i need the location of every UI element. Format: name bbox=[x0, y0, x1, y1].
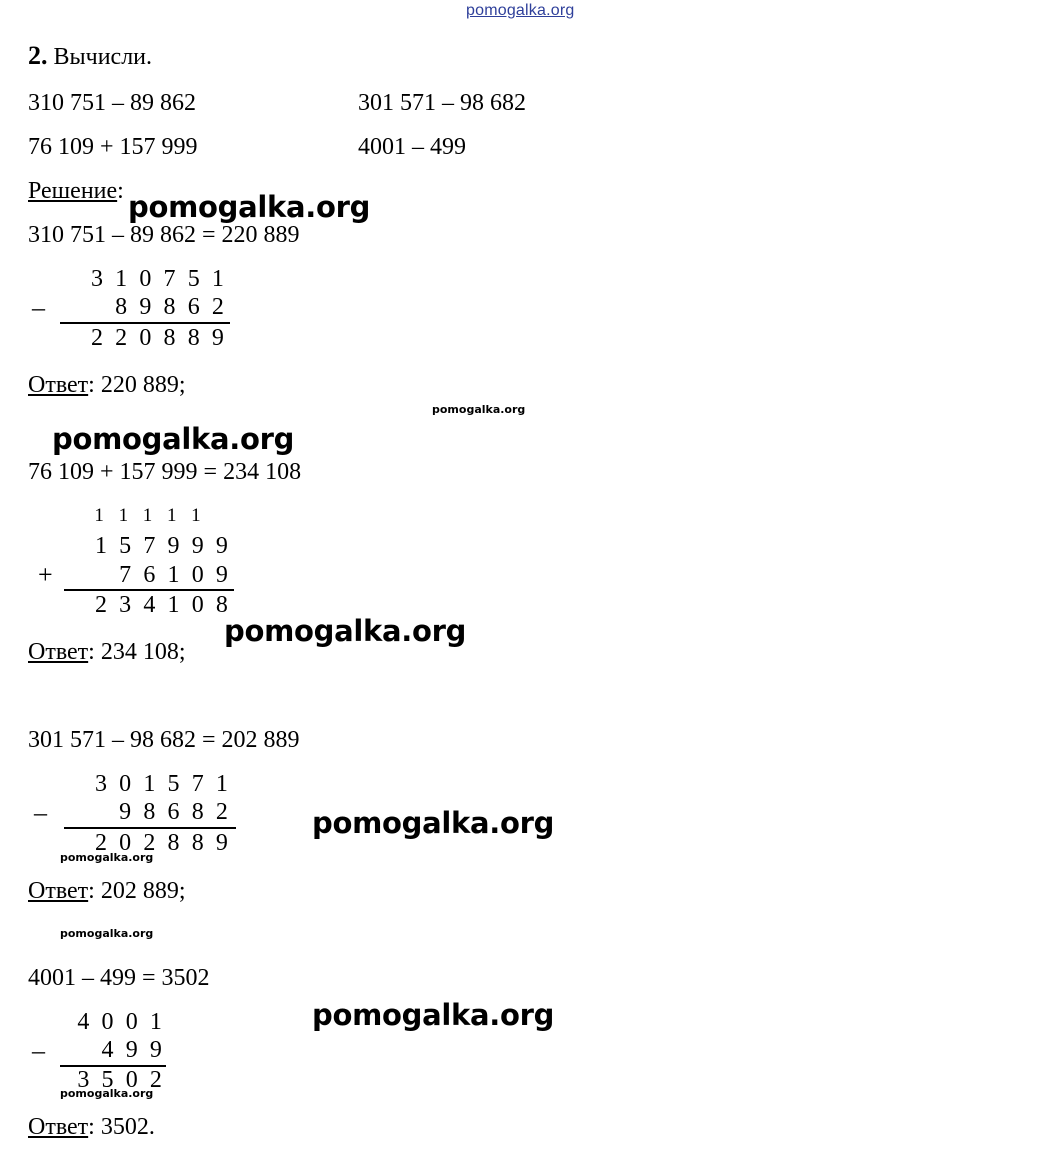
digit: 9 bbox=[215, 533, 228, 559]
digit: 0 bbox=[101, 1009, 114, 1035]
digit: 6 bbox=[143, 562, 156, 588]
digit: 1 bbox=[166, 505, 177, 526]
task-expression-3: 76 109 + 157 999 bbox=[28, 134, 198, 160]
example-3-equation: 301 571 – 98 682 = 202 889 bbox=[28, 727, 300, 753]
example-4-answer bbox=[28, 1113, 155, 1141]
digit: 8 bbox=[215, 592, 228, 618]
task-title: Вычисли. bbox=[53, 44, 153, 70]
example-2-sign: + bbox=[38, 560, 53, 589]
task-expression-4: 4001 – 499 bbox=[358, 134, 466, 160]
digit: 8 bbox=[115, 294, 128, 320]
digit: 4 bbox=[101, 1037, 114, 1063]
example-4-sign: – bbox=[32, 1036, 45, 1065]
digit: 7 bbox=[119, 562, 132, 588]
digit: 9 bbox=[191, 533, 204, 559]
digit: 8 bbox=[163, 325, 176, 351]
example-2-top-row bbox=[62, 532, 234, 560]
watermark-large-3: pomogalka.org bbox=[224, 614, 467, 648]
example-2-carry-row bbox=[62, 502, 208, 530]
watermark-large-1: pomogalka.org bbox=[128, 190, 371, 224]
task-expression-2: 301 571 – 98 682 bbox=[358, 90, 526, 116]
digit: 8 bbox=[163, 294, 176, 320]
example-2-answer bbox=[28, 638, 186, 666]
example-4-equation: 4001 – 499 = 3502 bbox=[28, 965, 210, 991]
digit: 2 bbox=[149, 1067, 162, 1093]
digit: 9 bbox=[149, 1037, 162, 1063]
example-1-answer-value: : 220 889; bbox=[88, 372, 186, 398]
digit: 8 bbox=[191, 830, 204, 856]
digit: 0 bbox=[119, 771, 132, 797]
task-expression-1: 310 751 – 89 862 bbox=[28, 90, 196, 116]
digit: 2 bbox=[94, 830, 107, 856]
example-2-result-row bbox=[62, 591, 234, 619]
example-4-answer-value: : 3502. bbox=[88, 1114, 155, 1140]
watermark-large-5: pomogalka.org bbox=[312, 998, 555, 1032]
digit: 1 bbox=[143, 771, 156, 797]
digit: 8 bbox=[143, 799, 156, 825]
example-3-bottom-row bbox=[62, 798, 234, 826]
example-1-result-row bbox=[58, 324, 230, 352]
digit: 5 bbox=[119, 533, 132, 559]
digit: 2 bbox=[115, 325, 128, 351]
digit: 5 bbox=[101, 1067, 114, 1093]
digit: 0 bbox=[119, 830, 132, 856]
watermark-top: pomogalka.org bbox=[466, 2, 575, 19]
digit: 0 bbox=[139, 266, 152, 292]
watermark-large-4: pomogalka.org bbox=[312, 806, 555, 840]
example-3-answer-value: : 202 889; bbox=[88, 878, 186, 904]
example-1-answer bbox=[28, 371, 186, 399]
digit: 3 bbox=[119, 592, 132, 618]
answer-label: Ответ bbox=[28, 1114, 89, 1140]
example-1-sign: – bbox=[32, 293, 45, 322]
digit: 0 bbox=[191, 592, 204, 618]
digit: 1 bbox=[167, 592, 180, 618]
digit: 9 bbox=[125, 1037, 138, 1063]
task-heading bbox=[28, 42, 152, 71]
solution-label-colon: : bbox=[117, 178, 124, 204]
digit: 7 bbox=[163, 266, 176, 292]
watermark-small-2: pomogalka.org bbox=[60, 851, 154, 864]
answer-label: Ответ bbox=[28, 878, 89, 904]
digit: 8 bbox=[167, 830, 180, 856]
digit: 8 bbox=[191, 799, 204, 825]
digit: 3 bbox=[94, 771, 107, 797]
digit: 1 bbox=[115, 266, 128, 292]
digit: 2 bbox=[215, 799, 228, 825]
digit: 2 bbox=[143, 830, 156, 856]
digit: 1 bbox=[211, 266, 224, 292]
digit: 4 bbox=[143, 592, 156, 618]
answer-label: Ответ bbox=[28, 639, 89, 665]
digit: 1 bbox=[215, 771, 228, 797]
example-2-answer-value: : 234 108; bbox=[88, 639, 186, 665]
digit: 1 bbox=[142, 505, 153, 526]
example-3-sign: – bbox=[34, 798, 47, 827]
example-3-answer bbox=[28, 877, 186, 905]
digit: 5 bbox=[167, 771, 180, 797]
digit: 3 bbox=[77, 1067, 90, 1093]
digit: 9 bbox=[167, 533, 180, 559]
example-2-equation: 76 109 + 157 999 = 234 108 bbox=[28, 459, 302, 485]
digit: 2 bbox=[211, 294, 224, 320]
watermark-small-1: pomogalka.org bbox=[432, 403, 526, 416]
example-1-top-row bbox=[58, 265, 230, 293]
watermark-small-3: pomogalka.org bbox=[60, 927, 154, 940]
task-number: 2. bbox=[28, 41, 48, 70]
digit: 1 bbox=[94, 533, 107, 559]
example-1-equation: 310 751 – 89 862 = 220 889 bbox=[28, 222, 300, 248]
digit: 2 bbox=[90, 325, 103, 351]
example-4-top-row bbox=[58, 1008, 168, 1036]
digit: 1 bbox=[167, 562, 180, 588]
example-1-bottom-row bbox=[58, 293, 230, 321]
digit: 4 bbox=[77, 1009, 90, 1035]
digit: 2 bbox=[94, 592, 107, 618]
digit: 9 bbox=[215, 562, 228, 588]
digit: 1 bbox=[191, 505, 201, 526]
digit: 0 bbox=[125, 1067, 138, 1093]
digit: 0 bbox=[191, 562, 204, 588]
digit: 9 bbox=[211, 325, 224, 351]
digit: 0 bbox=[139, 325, 152, 351]
digit: 9 bbox=[119, 799, 132, 825]
digit: 1 bbox=[118, 505, 129, 526]
solution-label bbox=[28, 177, 124, 205]
digit: 1 bbox=[149, 1009, 162, 1035]
example-3-top-row bbox=[62, 770, 234, 798]
example-4-bottom-row bbox=[58, 1036, 168, 1064]
digit: 7 bbox=[191, 771, 204, 797]
watermark-large-2: pomogalka.org bbox=[52, 422, 295, 456]
example-4-result-row bbox=[58, 1066, 168, 1094]
digit: 7 bbox=[143, 533, 156, 559]
digit: 3 bbox=[90, 266, 103, 292]
example-3-result-row bbox=[62, 829, 234, 857]
example-2-bottom-row bbox=[62, 561, 234, 589]
digit: 9 bbox=[139, 294, 152, 320]
answer-label: Ответ bbox=[28, 372, 89, 398]
digit: 6 bbox=[167, 799, 180, 825]
digit: 5 bbox=[187, 266, 200, 292]
solution-label-text: Решение bbox=[28, 178, 118, 204]
digit: 6 bbox=[187, 294, 200, 320]
digit: 1 bbox=[94, 505, 104, 526]
digit: 8 bbox=[187, 325, 200, 351]
watermark-small-4: pomogalka.org bbox=[60, 1087, 154, 1100]
digit: 9 bbox=[215, 830, 228, 856]
digit: 0 bbox=[125, 1009, 138, 1035]
